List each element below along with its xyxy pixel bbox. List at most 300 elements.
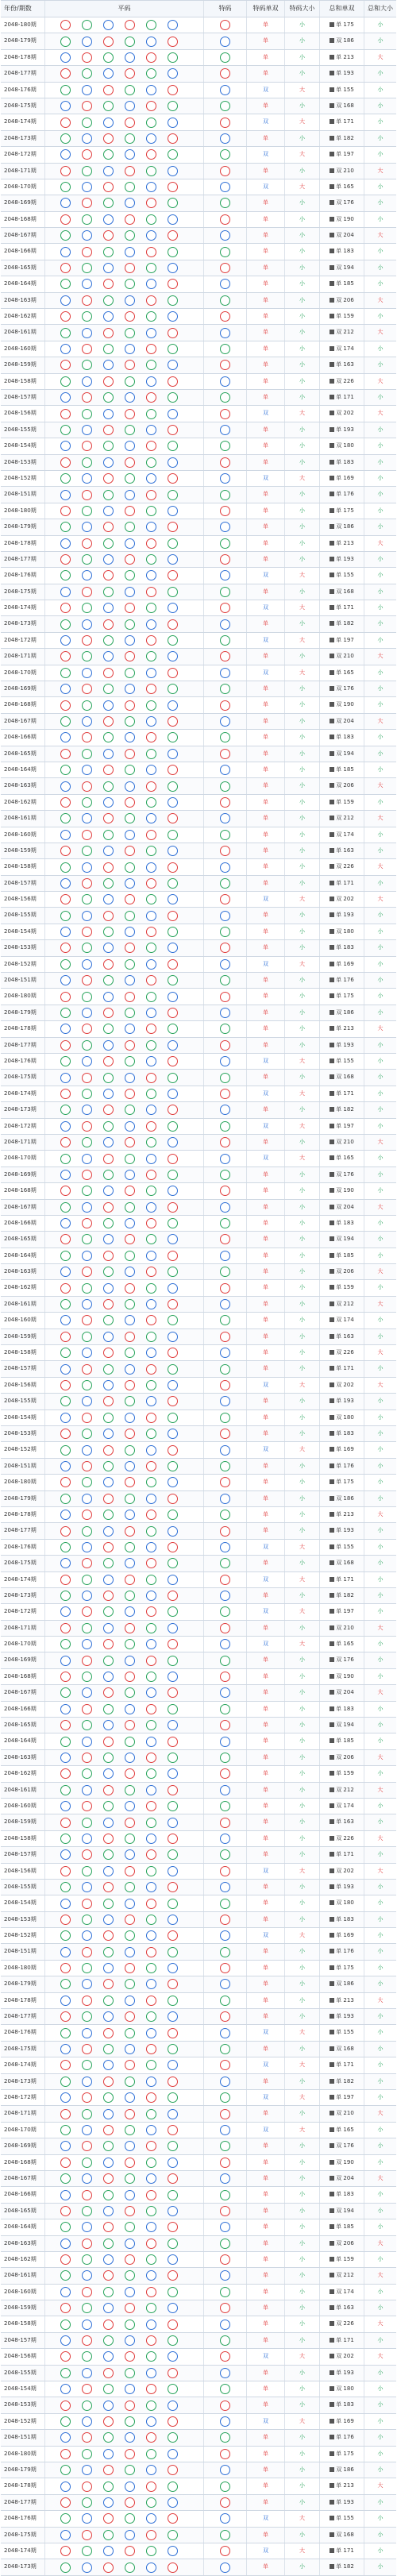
table-row: [1, 1604, 396, 1620]
ball-icon: [60, 360, 71, 370]
row-special-bs: 小: [285, 1329, 320, 1344]
ball-icon: [82, 894, 92, 904]
row-special: [204, 584, 247, 600]
row-special-bs: 小: [285, 1944, 320, 1959]
ball-icon: [60, 1332, 71, 1342]
table-row: [1, 503, 396, 519]
row-total-oe-text: 单 185: [336, 1737, 354, 1745]
number-ball: [146, 181, 168, 194]
row-total-oe-text: 单 171: [336, 2336, 354, 2343]
row-period: 2048-170期: [1, 2123, 45, 2138]
row-period: 2048-176期: [1, 2511, 45, 2526]
number-ball: [103, 1217, 125, 1230]
marker-icon: [330, 1771, 334, 1776]
row-total-oe: [320, 746, 364, 762]
ball-icon: [146, 554, 156, 565]
table-row: [1, 1442, 396, 1458]
number-ball: [103, 764, 125, 777]
ball-icon: [82, 376, 92, 387]
number-ball: [103, 51, 125, 64]
table-row: [1, 1702, 396, 1718]
special-ball-icon: [220, 797, 230, 808]
number-ball: [60, 1751, 82, 1764]
ball-icon: [103, 813, 114, 823]
marker-icon: [330, 103, 334, 108]
number-ball: [82, 1363, 103, 1375]
row-special-bs: 大: [285, 568, 320, 583]
row-special-oe: 单: [247, 827, 285, 843]
row-total-oe: [320, 1944, 364, 1959]
row-total-oe-text: 单 183: [336, 2401, 354, 2408]
number-ball: [146, 2512, 168, 2525]
number-ball: [82, 326, 103, 339]
row-total-oe: [320, 260, 364, 276]
row-period: 2048-151期: [1, 1459, 45, 1474]
ball-icon: [82, 1639, 92, 1649]
row-total-oe-text: 双 206: [336, 782, 354, 789]
row-total-oe-text: 双 174: [336, 2288, 354, 2295]
row-numbers: [45, 147, 204, 162]
number-ball: [168, 456, 189, 469]
marker-icon: [330, 1722, 334, 1727]
number-ball: [146, 1768, 168, 1780]
number-ball: [60, 504, 82, 517]
number-ball: [60, 2221, 82, 2234]
ball-icon: [146, 392, 156, 403]
row-numbers: [45, 455, 204, 470]
ball-icon: [103, 101, 114, 111]
ball-icon: [146, 1251, 156, 1261]
marker-icon: [330, 929, 334, 934]
ball-icon: [82, 2206, 92, 2216]
row-special-oe: 单: [247, 1038, 285, 1053]
row-total-bs: 大: [377, 782, 384, 789]
number-ball: [60, 1039, 82, 1051]
table-row: [1, 1361, 396, 1377]
number-ball: [146, 2431, 168, 2444]
ball-icon: [146, 2141, 156, 2151]
row-total-bs: 小: [377, 118, 384, 125]
row-special: [204, 2025, 247, 2040]
ball-icon: [82, 2416, 92, 2427]
number-ball: [125, 19, 146, 32]
number-ball: [60, 1768, 82, 1780]
ball-icon: [60, 1024, 71, 1034]
number-ball: [125, 2561, 146, 2574]
number-ball: [103, 731, 125, 744]
row-total-bs: 大: [377, 863, 384, 870]
number-ball: [60, 2285, 82, 2298]
number-ball: [168, 1784, 189, 1796]
ball-icon: [125, 1704, 135, 1714]
table-row: [1, 1054, 396, 1070]
row-total-oe: [320, 228, 364, 243]
row-special-bs: 小: [285, 1507, 320, 1522]
number-ball: [125, 2464, 146, 2477]
row-special-bs: 大: [285, 2025, 320, 2040]
row-total-oe-text: 双 186: [336, 37, 354, 44]
row-special-bs: 小: [285, 390, 320, 405]
row-total-oe-text: 双 204: [336, 1689, 354, 1696]
number-ball: [125, 861, 146, 873]
row-total-oe: [320, 455, 364, 470]
number-ball: [146, 909, 168, 922]
row-total-oe-text: 双 202: [336, 2353, 354, 2360]
ball-icon: [82, 1494, 92, 1504]
ball-icon: [82, 781, 92, 792]
row-period: 2048-178期: [1, 1021, 45, 1036]
number-ball: [125, 2269, 146, 2282]
ball-icon: [60, 1510, 71, 1520]
number-ball: [60, 2545, 82, 2558]
ball-icon: [125, 2351, 135, 2362]
row-total-bs: 小: [377, 1770, 384, 1777]
ball-icon: [60, 2563, 71, 2573]
ball-icon: [125, 1218, 135, 1228]
number-ball: [82, 2140, 103, 2153]
row-total-bs: 小: [377, 37, 384, 44]
ball-icon: [168, 311, 178, 322]
ball-icon: [125, 2513, 135, 2524]
ball-icon: [82, 295, 92, 306]
ball-icon: [103, 311, 114, 322]
number-ball: [146, 1185, 168, 1197]
number-ball: [146, 1023, 168, 1035]
ball-icon: [82, 700, 92, 711]
row-special: [204, 1976, 247, 1992]
ball-icon: [60, 2158, 71, 2168]
row-total-oe-text: 双 210: [336, 653, 354, 660]
special-ball-icon: [220, 360, 230, 370]
number-ball: [103, 1007, 125, 1020]
number-ball: [168, 1168, 189, 1181]
number-ball: [60, 35, 82, 48]
row-total-oe: [320, 1475, 364, 1490]
number-ball: [60, 19, 82, 32]
number-ball: [60, 1541, 82, 1553]
number-ball: [82, 1120, 103, 1132]
special-ball-icon: [220, 554, 230, 565]
ball-icon: [103, 1801, 114, 1811]
ball-icon: [168, 2303, 178, 2313]
row-special-bs: 小: [285, 33, 320, 48]
row-total-bs: 大: [377, 2239, 384, 2246]
number-ball: [146, 926, 168, 939]
row-numbers: [45, 519, 204, 534]
number-ball: [146, 1460, 168, 1472]
row-period: 2048-169期: [1, 2138, 45, 2154]
marker-icon: [330, 1706, 334, 1711]
row-total-bs: 小: [377, 1187, 384, 1194]
ball-icon: [103, 927, 114, 937]
row-period: 2048-155期: [1, 1394, 45, 1409]
ball-icon: [60, 846, 71, 856]
ball-icon: [125, 1234, 135, 1244]
ball-icon: [60, 2432, 71, 2443]
table-row: [1, 2285, 396, 2300]
number-ball: [82, 1557, 103, 1570]
row-total-oe: [320, 2447, 364, 2462]
row-period: 2048-179期: [1, 2462, 45, 2478]
row-period: 2048-164期: [1, 276, 45, 291]
table-body: [1, 17, 396, 2576]
row-special: [204, 83, 247, 98]
ball-icon: [103, 1526, 114, 1537]
number-ball: [168, 375, 189, 388]
number-ball: [82, 83, 103, 96]
row-special: [204, 2478, 247, 2493]
ball-icon: [103, 2077, 114, 2087]
number-ball: [146, 504, 168, 517]
number-ball: [168, 1945, 189, 1958]
row-numbers: [45, 1280, 204, 1295]
ball-icon: [60, 2320, 71, 2330]
special-ball-icon: [220, 1591, 230, 1601]
ball-icon: [103, 2158, 114, 2168]
marker-icon: [330, 2451, 334, 2456]
ball-icon: [146, 214, 156, 225]
number-ball: [168, 35, 189, 48]
ball-icon: [125, 409, 135, 419]
ball-icon: [168, 700, 178, 711]
ball-icon: [60, 1348, 71, 1358]
row-special-bs: 小: [285, 1961, 320, 1976]
row-total-oe: [320, 730, 364, 745]
marker-icon: [330, 524, 334, 529]
row-special-oe: 单: [247, 762, 285, 777]
row-total-bs: 小: [377, 1656, 384, 1664]
row-total-bs: 大: [377, 53, 384, 60]
special-ball-icon: [220, 1396, 230, 1406]
row-total-oe-text: 双 226: [336, 377, 354, 384]
ball-icon: [125, 2497, 135, 2508]
table-row: [1, 1167, 396, 1183]
row-total-oe-text: 双 194: [336, 1236, 354, 1243]
ball-icon: [168, 506, 178, 516]
row-special-oe: 双: [247, 2349, 285, 2364]
row-period: 2048-157期: [1, 1361, 45, 1376]
number-ball: [103, 1816, 125, 1829]
table-row: [1, 827, 396, 843]
ball-icon: [82, 765, 92, 775]
row-total-oe-text: 单 175: [336, 2450, 354, 2457]
ball-icon: [103, 1332, 114, 1342]
table-row: [1, 1814, 396, 1830]
marker-icon: [330, 1026, 334, 1031]
row-special-oe: 双: [247, 1928, 285, 1943]
ball-icon: [125, 1283, 135, 1294]
row-numbers: [45, 2447, 204, 2462]
row-period: 2048-173期: [1, 2559, 45, 2574]
row-total-oe: [320, 1766, 364, 1781]
ball-icon: [103, 716, 114, 727]
special-ball-icon: [220, 1040, 230, 1051]
row-total-oe: [320, 374, 364, 389]
ball-icon: [103, 1251, 114, 1261]
row-numbers: [45, 471, 204, 486]
ball-icon: [60, 1380, 71, 1390]
row-special-bs: 小: [285, 2495, 320, 2510]
ball-icon: [60, 959, 71, 970]
ball-icon: [146, 52, 156, 63]
row-special-bs: 小: [285, 1523, 320, 1538]
row-period: 2048-158期: [1, 2316, 45, 2331]
number-ball: [146, 1784, 168, 1796]
ball-icon: [60, 1105, 71, 1115]
row-total-oe: [320, 98, 364, 114]
row-special-oe: 双: [247, 1151, 285, 1166]
ball-icon: [168, 635, 178, 646]
row-numbers: [45, 827, 204, 843]
number-ball: [168, 1671, 189, 1683]
row-numbers: [45, 438, 204, 453]
ball-icon: [82, 797, 92, 808]
row-total-bs: 大: [377, 1996, 384, 2003]
row-total-oe-text: 单 197: [336, 1122, 354, 1129]
special-ball-icon: [220, 2303, 230, 2313]
marker-icon: [330, 22, 334, 27]
number-ball: [103, 1476, 125, 1489]
special-ball-icon: [220, 570, 230, 580]
number-ball: [168, 1897, 189, 1910]
table-row: [1, 1523, 396, 1539]
number-ball: [60, 715, 82, 727]
ball-icon: [146, 1283, 156, 1294]
ball-icon: [82, 1558, 92, 1568]
number-ball: [146, 1055, 168, 1068]
row-special: [204, 568, 247, 583]
marker-icon: [330, 217, 334, 222]
row-special: [204, 2106, 247, 2121]
number-ball: [146, 1395, 168, 1408]
table-row: [1, 1799, 396, 1814]
number-ball: [60, 1379, 82, 1392]
number-ball: [168, 423, 189, 436]
row-special-bs: 小: [285, 2219, 320, 2235]
ball-icon: [146, 1834, 156, 1844]
row-total-oe: [320, 778, 364, 793]
marker-icon: [330, 670, 334, 675]
number-ball: [146, 2188, 168, 2201]
row-total-oe-text: 单 213: [336, 53, 354, 60]
ball-icon: [82, 2011, 92, 2022]
number-ball: [103, 326, 125, 339]
ball-icon: [125, 149, 135, 160]
row-special: [204, 1054, 247, 1069]
marker-icon: [330, 1431, 334, 1436]
row-total-bs: 大: [377, 1867, 384, 1874]
ball-icon: [168, 328, 178, 338]
row-total-bs: 小: [377, 474, 384, 481]
row-total-bs: 小: [377, 1494, 384, 1502]
row-total-oe-text: 单 183: [336, 734, 354, 741]
ball-icon: [82, 2401, 92, 2411]
ball-icon: [82, 878, 92, 889]
row-special: [204, 1895, 247, 1911]
number-ball: [103, 553, 125, 566]
row-special-bs: 小: [285, 827, 320, 843]
ball-icon: [103, 2320, 114, 2330]
row-special: [204, 2204, 247, 2219]
row-period: 2048-179期: [1, 1976, 45, 1992]
number-ball: [60, 116, 82, 129]
row-special-bs: 小: [285, 2397, 320, 2412]
ball-icon: [103, 2011, 114, 2022]
number-ball: [168, 683, 189, 696]
row-special-bs: 大: [285, 2414, 320, 2429]
ball-icon: [146, 295, 156, 306]
number-ball: [103, 845, 125, 858]
ball-icon: [168, 1461, 178, 1471]
row-total-bs: 小: [377, 2207, 384, 2214]
marker-icon: [330, 1852, 334, 1857]
number-ball: [82, 683, 103, 696]
ball-icon: [60, 1720, 71, 1730]
ball-icon: [103, 392, 114, 403]
ball-icon: [125, 1445, 135, 1456]
marker-icon: [330, 881, 334, 885]
number-ball: [60, 1590, 82, 1602]
row-special-bs: 大: [285, 147, 320, 162]
row-total-oe: [320, 633, 364, 648]
row-period: 2048-153期: [1, 940, 45, 955]
number-ball: [82, 2285, 103, 2298]
number-ball: [168, 2140, 189, 2153]
row-numbers: [45, 2204, 204, 2219]
number-ball: [103, 1622, 125, 1634]
ball-icon: [82, 959, 92, 970]
ball-icon: [168, 1656, 178, 1666]
marker-icon: [330, 411, 334, 415]
number-ball: [125, 877, 146, 889]
ball-icon: [82, 1218, 92, 1228]
ball-icon: [168, 2125, 178, 2135]
number-ball: [125, 780, 146, 792]
row-special-oe: 单: [247, 309, 285, 324]
number-ball: [103, 1444, 125, 1456]
ball-icon: [82, 684, 92, 694]
number-ball: [146, 2383, 168, 2396]
ball-icon: [168, 1137, 178, 1147]
number-ball: [60, 585, 82, 598]
row-period: 2048-173期: [1, 131, 45, 146]
number-ball: [60, 747, 82, 760]
ball-icon: [82, 2513, 92, 2524]
row-special-oe: 单: [247, 1766, 285, 1781]
ball-icon: [168, 1672, 178, 1682]
row-special: [204, 2462, 247, 2478]
ball-icon: [146, 2432, 156, 2443]
ball-icon: [168, 457, 178, 468]
number-ball: [125, 1282, 146, 1294]
row-total-oe-text: 单 193: [336, 1527, 354, 1534]
ball-icon: [82, 2351, 92, 2362]
ball-icon: [103, 830, 114, 840]
ball-icon: [82, 2109, 92, 2119]
ball-icon: [103, 2109, 114, 2119]
row-total-oe: [320, 1540, 364, 1555]
row-special: [204, 2495, 247, 2510]
ball-icon: [125, 1510, 135, 1520]
ball-icon: [125, 2092, 135, 2103]
number-ball: [146, 634, 168, 647]
number-ball: [82, 1314, 103, 1327]
ball-icon: [168, 2320, 178, 2330]
ball-icon: [82, 1299, 92, 1309]
ball-icon: [146, 1332, 156, 1342]
ball-icon: [82, 182, 92, 192]
ball-icon: [103, 20, 114, 30]
